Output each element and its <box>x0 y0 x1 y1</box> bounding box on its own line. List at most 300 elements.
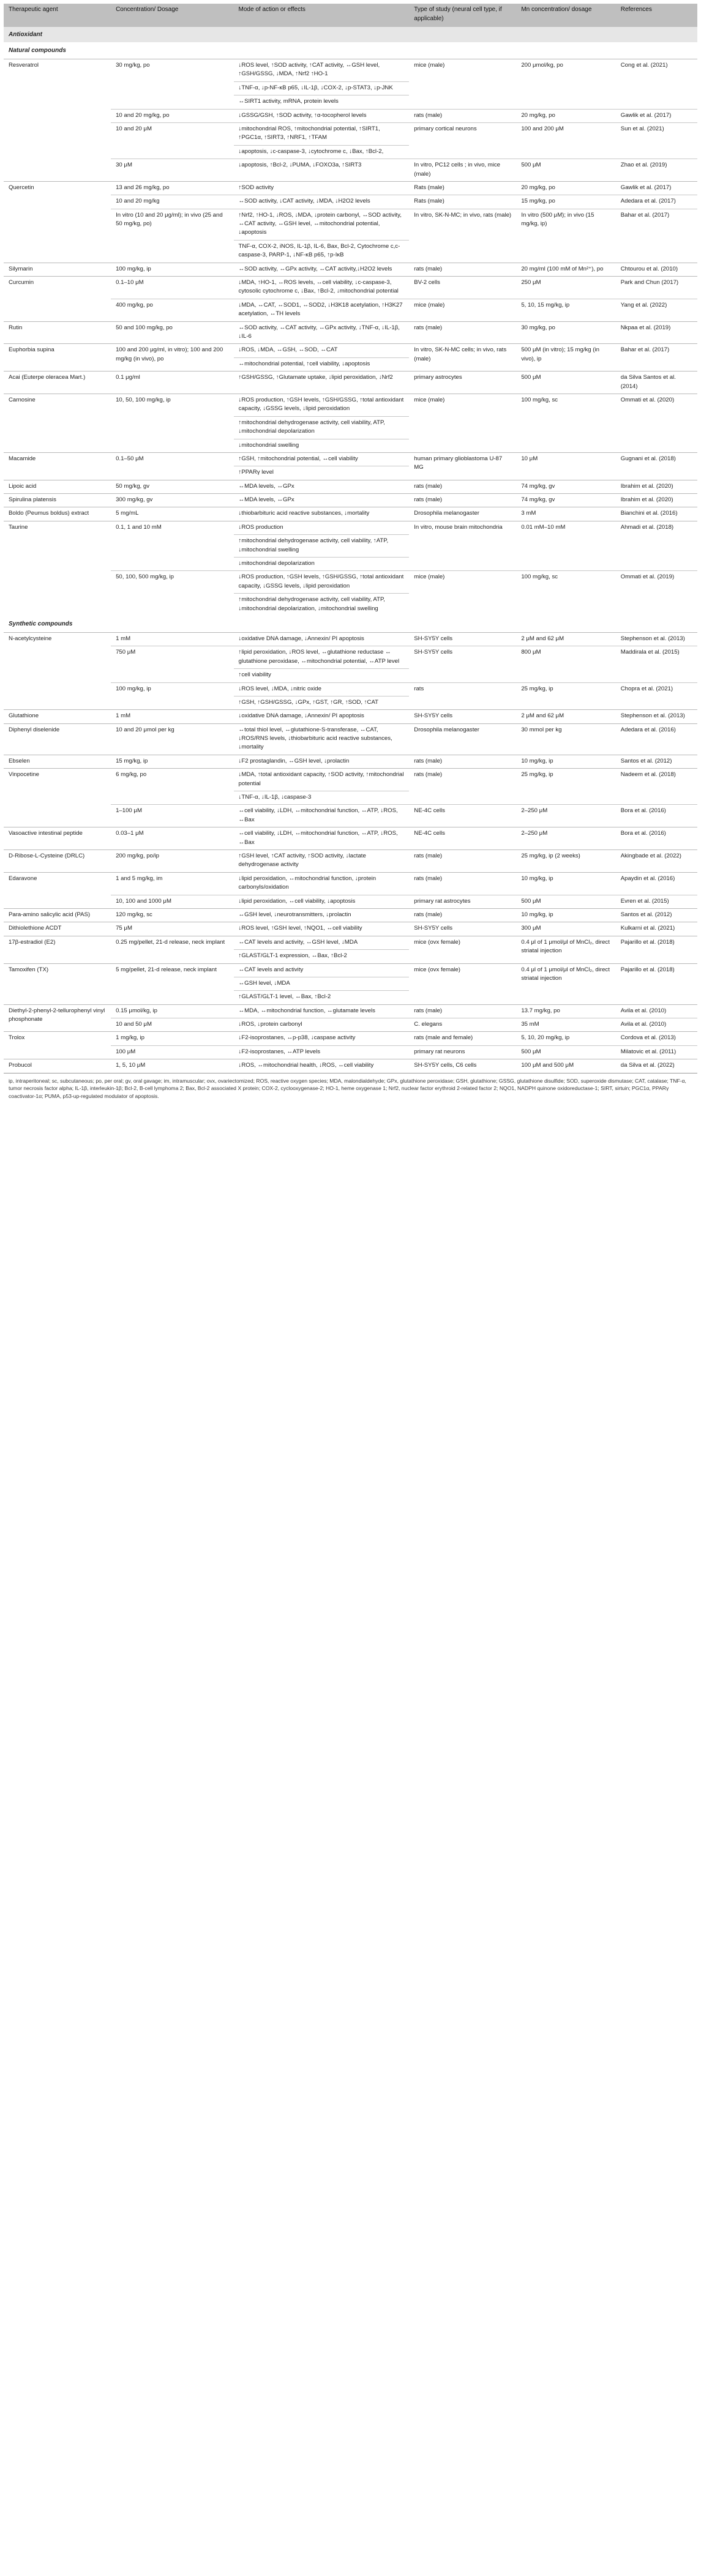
mode-of-action: ↓thiobarbituric acid reactive substances, ↓mortality <box>238 510 370 517</box>
mode-cell <box>234 682 410 710</box>
mode-of-action: ↓MDA, ↑total antioxidant capacity, ↑SOD activity, ↑mitochondrial potential <box>238 771 404 787</box>
mode-of-action: ↑GSH/GSSG, ↑Glutamate uptake, ↓lipid peroxidation, ↓Nrf2 <box>238 374 393 381</box>
mode-of-action: ↓ROS level, ↓MDA, ↓nitric oxide <box>238 685 321 692</box>
mode-cell <box>234 850 410 873</box>
mn-dosage-cell: 800 μM <box>516 646 615 682</box>
mode-of-action: ↓F2-isoprostanes, ↔p-p38, ↓caspase activity <box>238 1034 356 1042</box>
agent-name: Trolox <box>9 1034 25 1042</box>
mode-cell <box>234 571 410 616</box>
study-type-cell: rats (male) <box>414 482 443 490</box>
mode-of-action: ↔MDA levels, ↔GPx <box>238 482 294 490</box>
agent-name: Dithiolethione ACDT <box>9 925 62 932</box>
study-type-cell: SH-SY5Y cells <box>414 635 453 642</box>
reference-link[interactable]: Avila et al. (2010) <box>616 1018 697 1032</box>
agent-name: Taurine <box>9 523 28 531</box>
dosage-cell: 10 and 50 μM <box>111 1018 233 1032</box>
mode-cell <box>234 1032 410 1045</box>
study-type-cell: mice (ovx female) <box>414 966 460 973</box>
section-row <box>4 616 697 633</box>
dosage-cell: 50 mg/kg, gv <box>116 482 150 490</box>
agent-name: Para-amino salicylic acid (PAS) <box>9 911 91 918</box>
mn-dosage-cell: 250 μM <box>521 279 541 286</box>
mode-cell <box>234 646 410 682</box>
mode-cell <box>234 371 410 394</box>
table-row <box>4 371 697 394</box>
mode-of-action: ↔CAT levels and activity <box>238 966 304 973</box>
reference-link[interactable]: Maddirala et al. (2015) <box>616 646 697 682</box>
mode-of-action: ↔MDA, ↔mitochondrial function, ↔glutamate levels <box>238 1007 375 1014</box>
agent-name: Carnosine <box>9 396 36 403</box>
mode-of-action: ↓oxidative DNA damage, ↓Annexin/ PI apoptosis <box>238 712 364 720</box>
mode-of-action: ↓F2 prostaglandin, ↔GSH level, ↓prolactin <box>238 757 350 764</box>
mode-cell <box>234 494 410 507</box>
mn-dosage-cell: 2 μM and 62 μM <box>521 712 564 720</box>
dosage-cell: 0.03–1 μM <box>116 830 144 837</box>
mode-of-action: ↓oxidative DNA damage, ↓Annexin/ PI apoptosis <box>238 635 364 642</box>
mn-dosage-cell: 100 and 200 μM <box>516 122 615 159</box>
study-type-cell: C. elegans <box>409 1018 516 1032</box>
mn-dosage-cell: 10 mg/kg, ip <box>521 757 553 764</box>
table-row <box>4 723 697 755</box>
reference-link[interactable]: Cong et al. (2021) <box>620 62 668 69</box>
mn-dosage-cell: 100 μM and 500 μM <box>521 1062 574 1069</box>
mode-of-action: ↓ROS level, ↑GSH level, ↑NQO1, ↔cell viability <box>238 925 362 932</box>
reference-link[interactable]: Sun et al. (2021) <box>616 122 697 159</box>
mode-of-action: ↓ROS, ↓protein carbonyl <box>238 1021 302 1028</box>
mode-of-action: ↓ROS, ↔mitochondrial health, ↓ROS, ↔cell viability <box>238 1062 374 1069</box>
reference-link[interactable]: Kulkarni et al. (2021) <box>620 925 675 932</box>
study-type-cell: rats (male) <box>414 496 443 504</box>
mode-cell <box>234 1045 410 1059</box>
reference-link[interactable]: Avila et al. (2010) <box>620 1007 667 1014</box>
reference-link[interactable]: Ommati et al. (2019) <box>616 571 697 616</box>
agent-name: Spirulina platensis <box>9 496 56 504</box>
mode-of-action: ↓lipid peroxidation, ↔mitochondrial function, ↓protein carbonyls/oxidation <box>238 875 377 891</box>
mode-cell <box>234 632 410 646</box>
table-row <box>4 507 697 521</box>
mn-dosage-cell: 500 μM <box>516 1045 615 1059</box>
mode-cell <box>234 827 410 850</box>
mn-dosage-cell: 13.7 mg/kg, po <box>521 1007 560 1014</box>
mode-of-action: ↓GSSG/GSH, ↑SOD activity, ↑α-tocopherol levels <box>238 111 367 119</box>
dosage-cell: 30 μM <box>111 159 233 182</box>
mode-cell <box>234 908 410 922</box>
mn-dosage-cell: 25 mg/kg, ip <box>521 771 553 778</box>
mode-cell <box>234 872 410 895</box>
mode-cell <box>234 521 410 571</box>
study-type-cell: In vitro, SK-N-MC cells; in vivo, rats (male) <box>414 346 507 362</box>
category-label: Antioxidant <box>4 27 697 42</box>
mode-cell <box>234 59 410 110</box>
mode-cell <box>234 769 410 805</box>
dosage-cell: 120 mg/kg, sc <box>116 911 152 918</box>
mode-cell <box>234 452 410 480</box>
reference-link[interactable]: Adedara et al. (2016) <box>620 726 676 733</box>
mode-of-action: ↓ROS production, ↑GSH levels, ↑GSH/GSSG, ↑total antioxidant capacity, ↓GSSG levels, ↓lipid peroxidation <box>238 573 404 589</box>
mn-dosage-cell: 500 μM <box>516 159 615 182</box>
dosage-cell: 10 and 20 mg/kg <box>111 195 233 209</box>
dosage-cell: 10 and 20 mg/kg, po <box>111 109 233 122</box>
mode-of-action: ↓F2-isoprostanes, ↔ATP levels <box>238 1048 321 1055</box>
mode-cell <box>234 755 410 768</box>
mode-of-action: ↑GLAST/GLT-1 expression, ↔Bax, ↑Bcl-2 <box>234 949 410 963</box>
mn-dosage-cell: 3 mM <box>521 510 536 517</box>
reference-link[interactable]: Gugnani et al. (2018) <box>620 455 676 462</box>
mode-of-action: ↓TNF-α, ↓p-NF-κB p65, ↓IL-1β, ↓COX-2, ↓p-STAT3, ↓p-JNK <box>234 81 410 95</box>
mode-of-action: ↓MDA, ↔CAT, ↔SOD1, ↔SOD2, ↓H3K18 acetylation, ↑H3K27 acetylation, ↔TH levels <box>238 301 403 318</box>
table-row <box>4 872 697 895</box>
mn-dosage-cell: 500 μM <box>521 374 541 381</box>
mode-of-action: ↑GSH level, ↑CAT activity, ↑SOD activity, ↓lactate dehydrogenase activity <box>238 853 366 868</box>
mode-of-action: ↑lipid peroxidation, ↓ROS level, ↔glutathione reductase ↔ glutathione peroxidase, ↔mitochondrial potential, ↔ATP level <box>238 649 400 665</box>
mode-cell <box>234 299 410 321</box>
mn-dosage-cell: 25 mg/kg, ip <box>516 682 615 710</box>
section-title: Natural compounds <box>4 42 697 59</box>
study-type-cell: SH-SY5Y cells <box>414 712 453 720</box>
mode-of-action: ↓ROS production <box>238 523 283 531</box>
table-row <box>4 494 697 507</box>
mn-dosage-cell: 300 μM <box>521 925 541 932</box>
mode-of-action: ↓ROS, ↓MDA, ↔GSH, ↔SOD, ↔CAT <box>238 346 338 354</box>
reference-link[interactable]: Ibrahim et al. (2020) <box>620 482 673 490</box>
reference-link[interactable]: Santos et al. (2012) <box>620 911 672 918</box>
mode-cell <box>234 109 410 122</box>
table-row <box>4 394 697 452</box>
mode-cell <box>234 263 410 276</box>
reference-link[interactable]: Evren et al. (2015) <box>616 895 697 908</box>
dosage-cell: 300 mg/kg, gv <box>116 496 153 504</box>
mode-of-action: ↔CAT levels and activity, ↔GSH level, ↓MDA <box>238 938 358 946</box>
mode-cell <box>234 922 410 936</box>
agent-name: D-Ribose-L-Cysteine (DRLC) <box>9 853 85 859</box>
mode-cell <box>234 895 410 908</box>
mn-dosage-cell: 35 mM <box>516 1018 615 1032</box>
dosage-cell: 750 μM <box>111 646 233 682</box>
mode-of-action: ↑PPARγ level <box>234 466 410 479</box>
study-type-cell: rats (male) <box>414 771 443 778</box>
mode-cell <box>234 1059 410 1073</box>
dosage-cell: 0.25 mg/pellet, 21-d release, neck implant <box>116 938 225 946</box>
reference-link[interactable]: Cordova et al. (2013) <box>620 1034 676 1042</box>
section-row <box>4 42 697 59</box>
agent-name: Glutathione <box>9 712 39 720</box>
study-type-cell: Drosophila melanogaster <box>414 726 479 733</box>
mn-dosage-cell: 15 mg/kg, po <box>516 195 615 209</box>
dosage-cell: 15 mg/kg, ip <box>116 757 148 764</box>
reference-link[interactable]: Chopra et al. (2021) <box>616 682 697 710</box>
reference-link[interactable]: Stephenson et al. (2013) <box>620 635 685 642</box>
mode-cell <box>234 805 410 827</box>
col-header-references: References <box>616 4 697 27</box>
reference-link[interactable]: Nkpaa et al. (2019) <box>620 324 671 331</box>
agent-name: Silymarin <box>9 265 33 272</box>
mode-of-action: ↓lipid peroxidation, ↔cell viability, ↓apoptosis <box>238 897 356 905</box>
study-type-cell: rats <box>409 682 516 710</box>
reference-link[interactable]: da Silva et al. (2022) <box>620 1062 675 1069</box>
mn-dosage-cell: 2–250 μM <box>516 805 615 827</box>
study-type-cell: mice (ovx female) <box>414 938 460 946</box>
dosage-cell: 30 mg/kg, po <box>116 62 150 69</box>
dosage-cell: 100 mg/kg, ip <box>116 265 151 272</box>
mode-of-action: ↓apoptosis, ↓c-caspase-3, ↓cytochrome c, ↓Bax, ↑Bcl-2, <box>234 145 410 159</box>
study-type-cell: rats (male) <box>414 853 443 859</box>
mn-dosage-cell: 74 mg/kg, gv <box>521 496 555 504</box>
mode-of-action: ↔cell viability, ↓LDH, ↔mitochondrial function, ↔ATP, ↓ROS, ↔Bax <box>238 830 398 846</box>
reference-link[interactable]: Ahmadi et al. (2018) <box>620 523 674 531</box>
study-type-cell: rats (male) <box>414 1007 443 1014</box>
mn-dosage-cell: 20 mg/kg, po <box>516 109 615 122</box>
mode-of-action: ↔SOD activity, ↓CAT activity, ↓MDA, ↓H2O2 levels <box>238 198 370 205</box>
mode-of-action: ↔cell viability, ↓LDH, ↔mitochondrial function, ↔ATP, ↓ROS, ↔Bax <box>238 807 398 823</box>
reference-link[interactable]: Bahar et al. (2017) <box>616 209 697 263</box>
reference-link[interactable]: Apaydin et al. (2016) <box>620 875 675 882</box>
table-row <box>4 710 697 723</box>
mode-cell <box>234 507 410 521</box>
dosage-cell: 50 and 100 mg/kg, po <box>116 324 173 331</box>
dosage-cell: 100 μM <box>111 1045 233 1059</box>
reference-link[interactable]: Bora et al. (2016) <box>616 805 697 827</box>
mn-dosage-cell: 500 μM (in vitro); 15 mg/kg (in vivo), ip <box>521 346 599 362</box>
dosage-cell: 1 mg/kg, ip <box>116 1034 145 1042</box>
mode-of-action: ↑mitochondrial dehydrogenase activity, cell viability, ATP, ↓mitochondrial depolarization, ↓mitochondrial swelling <box>234 593 410 616</box>
dosage-cell: 1 and 5 mg/kg, im <box>116 875 163 882</box>
study-type-cell: In vitro, SK-N-MC; in vivo, rats (male) <box>409 209 516 263</box>
mode-of-action: ↔SOD activity, ↔CAT activity, ↔GPx activity, ↓TNF-α, ↓IL-1β, ↓IL-6 <box>238 324 400 340</box>
mode-of-action: ↑mitochondrial dehydrogenase activity, cell viability, ↑ATP, ↓mitochondrial swelling <box>234 534 410 557</box>
mode-cell <box>234 195 410 209</box>
agent-name: Quercetin <box>9 184 34 191</box>
mode-cell <box>234 321 410 344</box>
mode-of-action: ↔SOD activity, ↔GPx activity, ↔CAT activity,↓H2O2 levels <box>238 265 392 272</box>
mode-of-action: ↓ROS level, ↑SOD activity, ↑CAT activity, ↔GSH level, ↑GSH/GSSG, ↓MDA, ↑Nrf2 ↑HO-1 <box>238 62 380 78</box>
mode-of-action: ↔GSH level, ↓MDA <box>234 977 410 990</box>
mode-cell <box>234 480 410 493</box>
reference-link[interactable]: Bianchini et al. (2016) <box>620 510 678 517</box>
table-row <box>4 827 697 850</box>
study-type-cell: Rats (male) <box>414 184 444 191</box>
dosage-cell: 0.1, 1 and 10 mM <box>116 523 162 531</box>
agent-name: Boldo (Peumus boldus) extract <box>9 510 89 517</box>
study-type-cell: rats (male) <box>414 265 443 272</box>
dosage-cell: 1–100 μM <box>111 805 233 827</box>
table-footnote: ip, intraperitoneal; sc, subcutaneous; po, per oral; gv, oral gavage; im, intramuscular; ovx, ovariectomized; ROS, reactive oxygen species; MDA, malondialdehyde; GPx, glutathione peroxidase; GSH, glutathione; GSSG, glutathione disulfide; SOD, superoxide dismutase; CAT, catalase; TNF-α, tumor necrosis factor alpha; IL-1β, interleukin-1β; Bcl-2, B-cell lymphoma 2; Bax, Bcl-2 associated X protein; COX-2, cyclooxygenase-2; HO-1, heme oxygenase 1; Nrf2, nuclear factor erythroid 2-related factor 2; NQO1, NADPH quinone oxidoreductase-1; SIRT, sirtuin; PGC1α, PPARγ coactivator-1α; PUMA, p53-up-regulated modulator of apoptosis. <box>4 1073 697 1100</box>
mode-of-action: ↑SOD activity <box>238 184 274 191</box>
table-row <box>4 936 697 963</box>
table-body <box>4 27 697 1073</box>
study-type-cell: Rats (male) <box>409 195 516 209</box>
table-row <box>4 850 697 873</box>
mn-dosage-cell: 10 mg/kg, ip <box>521 911 553 918</box>
mn-dosage-cell: 74 mg/kg, gv <box>521 482 555 490</box>
reference-link[interactable]: Pajarillo et al. (2018) <box>620 938 675 946</box>
reference-link[interactable]: Ommati et al. (2020) <box>620 396 675 403</box>
dosage-cell: 400 mg/kg, po <box>111 299 233 321</box>
mn-dosage-cell: 10 μM <box>521 455 538 462</box>
table-row <box>4 908 697 922</box>
study-type-cell: mice (male) <box>409 571 516 616</box>
mode-of-action: ↑mitochondrial dehydrogenase activity, cell viability, ATP, ↓mitochondrial depolarization <box>234 416 410 439</box>
dosage-cell: 10 and 20 μmol per kg <box>116 726 174 733</box>
dosage-cell: 200 mg/kg, po/ip <box>116 853 160 859</box>
mn-dosage-cell: In vitro (500 μM); in vivo (15 mg/kg, ip) <box>516 209 615 263</box>
reference-link[interactable]: Pajarillo et al. (2018) <box>620 966 675 973</box>
mode-cell <box>234 209 410 263</box>
mode-cell <box>234 710 410 723</box>
dosage-cell: 0.15 μmol/kg, ip <box>116 1007 157 1014</box>
agent-name: Ebselen <box>9 757 30 764</box>
dosage-cell: 100 and 200 μg/ml, in vitro); 100 and 200 mg/kg (in vivo), po <box>116 346 223 362</box>
mode-of-action: ↓mitochondrial depolarization <box>234 557 410 570</box>
mode-cell <box>234 963 410 1004</box>
mn-dosage-cell: 200 μmol/kg, po <box>521 62 563 69</box>
study-type-cell: Drosophila melanogaster <box>414 510 479 517</box>
mn-dosage-cell: 20 mg/kg, po <box>521 184 555 191</box>
study-type-cell: rats (male) <box>409 109 516 122</box>
table-row <box>4 1059 697 1073</box>
study-type-cell: mice (male) <box>414 62 445 69</box>
reference-link[interactable]: Zhao et al. (2019) <box>616 159 697 182</box>
study-type-cell: SH-SY5Y cells <box>409 646 516 682</box>
reference-link[interactable]: Gawlik et al. (2017) <box>620 184 672 191</box>
study-type-cell: rats (male and female) <box>414 1034 473 1042</box>
reference-link[interactable]: Yang et al. (2022) <box>616 299 697 321</box>
col-header-dosage: Concentration/ Dosage <box>111 4 233 27</box>
mn-dosage-cell: 25 mg/kg, ip (2 weeks) <box>521 853 580 859</box>
mode-cell <box>234 723 410 755</box>
agent-name: Diphenyl diselenide <box>9 726 60 733</box>
mode-cell <box>234 159 410 182</box>
reference-link[interactable]: da Silva Santos et al. (2014) <box>620 374 676 390</box>
agent-name: Vasoactive intestinal peptide <box>9 830 83 837</box>
study-type-cell: BV-2 cells <box>414 279 440 286</box>
mode-cell <box>234 181 410 195</box>
mn-dosage-cell: 5, 10, 15 mg/kg, ip <box>516 299 615 321</box>
reference-link[interactable]: Park and Chun (2017) <box>620 279 679 286</box>
agent-name: Macamide <box>9 455 36 462</box>
table-row <box>4 263 697 276</box>
mode-of-action: ↓mitochondrial swelling <box>234 439 410 452</box>
dosage-cell: 5 mg/mL <box>116 510 139 517</box>
reference-link[interactable]: Chtourou et al. (2010) <box>620 265 678 272</box>
dosage-cell: 100 mg/kg, ip <box>111 682 233 710</box>
study-type-cell: NE-4C cells <box>409 805 516 827</box>
mode-cell <box>234 122 410 159</box>
dosage-cell: 0.1–50 μM <box>116 455 144 462</box>
mode-of-action: ↑cell viability <box>234 668 410 682</box>
table-row <box>4 277 697 299</box>
mn-dosage-cell: 2 μM and 62 μM <box>521 635 564 642</box>
agent-name: Curcumin <box>9 279 34 286</box>
agent-name: Euphorbia supina <box>9 346 54 354</box>
study-type-cell: human primary glioblastoma U-87 MG <box>414 455 503 471</box>
reference-link[interactable]: Bora et al. (2016) <box>620 830 666 837</box>
reference-link[interactable]: Santos et al. (2012) <box>620 757 672 764</box>
col-header-mn: Mn concentration/ dosage <box>516 4 615 27</box>
mn-dosage-cell: 10 mg/kg, ip <box>521 875 553 882</box>
reference-link[interactable]: Stephenson et al. (2013) <box>620 712 685 720</box>
table-row <box>4 963 697 1004</box>
agent-name: N-acetylcysteine <box>9 635 52 642</box>
col-header-agent: Therapeutic agent <box>4 4 111 27</box>
dosage-cell: 10 and 20 μM <box>111 122 233 159</box>
mn-dosage-cell: 20 mg/ml (100 mM of Mn²⁺), po <box>521 265 604 272</box>
category-row <box>4 27 697 42</box>
reference-link[interactable]: Adedara et al. (2017) <box>616 195 697 209</box>
agent-name: Tamoxifen (TX) <box>9 966 49 973</box>
reference-link[interactable]: Nadeem et al. (2018) <box>620 771 676 778</box>
therapeutic-agents-table <box>4 4 697 1073</box>
reference-link[interactable]: Bahar et al. (2017) <box>620 346 670 354</box>
mode-of-action: ↓mitochondrial ROS, ↑mitochondrial potential, ↑SIRT1, ↑PGC1α, ↑SIRT3, ↑NRF1, ↑TFAM <box>238 125 380 141</box>
mode-cell <box>234 394 410 452</box>
agent-name: Rutin <box>9 324 23 331</box>
table-row <box>4 521 697 571</box>
table-row <box>4 922 697 936</box>
mode-cell <box>234 936 410 963</box>
dosage-cell: In vitro (10 and 20 μg/ml); in vivo (25 and 50 mg/kg, po) <box>111 209 233 263</box>
mode-of-action: ↓MDA, ↑HO-1, ↔ROS levels, ↔cell viability, ↓c-caspase-3, cytosolic cytochrome c, ↓Bax, ↑Bcl-2, ↓mitochondrial potential <box>238 279 399 295</box>
reference-link[interactable]: Akingbade et al. (2022) <box>620 853 681 859</box>
mn-dosage-cell: 500 μM <box>516 895 615 908</box>
dosage-cell: 10, 50, 100 mg/kg, ip <box>116 396 171 403</box>
col-header-mode: Mode of action or effects <box>234 4 410 27</box>
study-type-cell: rats (male) <box>414 324 443 331</box>
table-row <box>4 632 697 646</box>
table-row <box>4 321 697 344</box>
reference-link[interactable]: Milatovic et al. (2011) <box>616 1045 697 1059</box>
reference-link[interactable]: Gawlik et al. (2017) <box>616 109 697 122</box>
dosage-cell: 50, 100, 500 mg/kg, ip <box>111 571 233 616</box>
mode-of-action: ↓apoptosis, ↑Bcl-2, ↓PUMA, ↓FOXO3a, ↑SIRT3 <box>238 162 362 169</box>
dosage-cell: 5 mg/pellet, 21-d release, neck implant <box>116 966 217 973</box>
dosage-cell: 0.1 μg/ml <box>116 374 140 381</box>
mode-of-action: ↔mitochondrial potential, ↑cell viability, ↓apoptosis <box>234 357 410 371</box>
mode-cell <box>234 1018 410 1032</box>
study-type-cell: NE-4C cells <box>414 830 445 837</box>
mn-dosage-cell: 0.01 mM–10 mM <box>521 523 566 531</box>
agent-name: Lipoic acid <box>9 482 37 490</box>
table-row <box>4 344 697 371</box>
table-row <box>4 452 697 480</box>
mode-of-action: ↔GSH level, ↓neurotransmitters, ↓prolactin <box>238 911 351 918</box>
agent-name: Acai (Euterpe oleracea Mart.) <box>9 374 86 381</box>
dosage-cell: 1 mM <box>116 712 131 720</box>
agent-name: 17β-estradiol (E2) <box>9 938 56 946</box>
dosage-cell: 1, 5, 10 μM <box>116 1062 146 1069</box>
mode-of-action: ↔SIRT1 activity, mRNA, protein levels <box>234 95 410 108</box>
table-row <box>4 181 697 195</box>
agent-name: Probucol <box>9 1062 32 1069</box>
mn-dosage-cell: 2–250 μM <box>521 830 548 837</box>
mode-cell <box>234 1004 410 1018</box>
col-header-study: Type of study (neural cell type, if applicable) <box>409 4 516 27</box>
header-row <box>4 4 697 27</box>
dosage-cell: 1 mM <box>116 635 131 642</box>
mode-of-action: ↔total thiol level, ↔glutathione-S-transferase, ↔CAT, ↓ROS/RNS levels, ↓thiobarbituric acid reactive substances, ↓mortality <box>238 726 392 751</box>
mode-of-action: ↓TNF-α, ↓IL-1β, ↓caspase-3 <box>234 791 410 804</box>
study-type-cell: rats (male) <box>414 757 443 764</box>
mode-of-action: ↑GSH, ↑GSH/GSSG, ↓GPx, ↑GST, ↑GR, ↑SOD, ↑CAT <box>234 696 410 709</box>
dosage-cell: 13 and 26 mg/kg, po <box>116 184 170 191</box>
reference-link[interactable]: Ibrahim et al. (2020) <box>620 496 673 504</box>
table-row <box>4 769 697 805</box>
mn-dosage-cell: 0.4 μl of 1 μmol/μl of MnCl₂, direct striatal injection <box>521 966 610 982</box>
dosage-cell: 75 μM <box>116 925 132 932</box>
mode-of-action: ↓ROS production, ↑GSH levels, ↑GSH/GSSG, ↑total antioxidant capacity, ↓GSSG levels, ↓lipid peroxidation <box>238 396 404 413</box>
dosage-cell: 0.1–10 μM <box>116 279 144 286</box>
mn-dosage-cell: 30 mmol per kg <box>521 726 562 733</box>
mn-dosage-cell: 5, 10, 20 mg/kg, ip <box>521 1034 570 1042</box>
